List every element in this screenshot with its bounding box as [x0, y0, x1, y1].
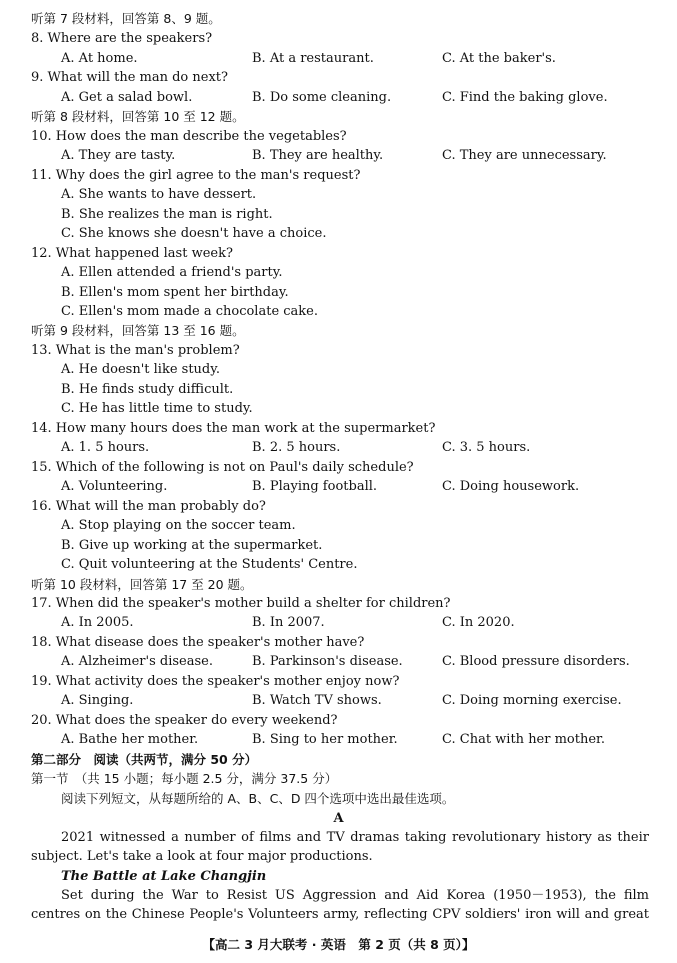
q19-option-a: A. Singing. — [61, 693, 134, 708]
question-9: 9. What will the man do next? — [31, 70, 228, 85]
question-12: 12. What happened last week? — [31, 246, 233, 261]
q10-option-c: C. They are unnecessary. — [442, 148, 607, 163]
q11-option-c: C. She knows she doesn't have a choice. — [61, 226, 327, 241]
q16-option-b: B. Give up working at the supermarket. — [61, 538, 323, 553]
q9-option-a: A. Get a salad bowl. — [61, 90, 193, 105]
reading-instruction: 阅读下列短文，从每题所给的 A、B、C、D 四个选项中选出最佳选项。 — [61, 791, 455, 806]
question-19: 19. What activity does the speaker's mother enjoy now? — [31, 674, 400, 689]
section-10-header: 听第 10 段材料，回答第 17 至 20 题。 — [31, 577, 253, 592]
question-10: 10. How does the man describe the vegetables? — [31, 129, 347, 144]
q12-option-b: B. Ellen's mom spent her birthday. — [61, 285, 289, 300]
question-13: 13. What is the man's problem? — [31, 343, 240, 358]
question-18: 18. What disease does the speaker's mother have? — [31, 635, 365, 650]
q10-option-a: A. They are tasty. — [61, 148, 176, 163]
q12-option-c: C. Ellen's mom made a chocolate cake. — [61, 304, 318, 319]
q19-option-c: C. Doing morning exercise. — [442, 693, 622, 708]
q9-option-c: C. Find the baking glove. — [442, 90, 608, 105]
q13-option-b: B. He finds study difficult. — [61, 382, 234, 397]
q16-option-c: C. Quit volunteering at the Students' Centre. — [61, 557, 358, 572]
question-17: 17. When did the speaker's mother build a shelter for children? — [31, 596, 451, 611]
q18-option-b: B. Parkinson's disease. — [252, 654, 403, 669]
passage-subtitle: The Battle at Lake Changjin — [61, 869, 267, 884]
q11-option-a: A. She wants to have dessert. — [61, 187, 257, 202]
q10-option-b: B. They are healthy. — [252, 148, 384, 163]
page-footer: 【高二 3 月大联考 · 英语 第 2 页（共 8 页）】 — [202, 937, 475, 952]
q15-option-a: A. Volunteering. — [61, 479, 168, 494]
question-16: 16. What will the man probably do? — [31, 499, 266, 514]
passage-p2-line1: Set during the War to Resist US Aggression and Aid Korea (1950－1953), the film — [61, 888, 649, 903]
section-1-title: 第一节 （共 15 小题；每小题 2.5 分，满分 37.5 分） — [31, 771, 338, 786]
passage-p2-line2: centres on the Chinese People's Volunteers army, reflecting CPV soldiers' iron will and great — [31, 907, 649, 922]
q14-option-b: B. 2. 5 hours. — [252, 440, 341, 455]
q17-option-a: A. In 2005. — [61, 615, 134, 630]
question-8: 8. Where are the speakers? — [31, 31, 213, 46]
question-15: 15. Which of the following is not on Paul's daily schedule? — [31, 460, 414, 475]
q19-option-b: B. Watch TV shows. — [252, 693, 382, 708]
q20-option-a: A. Bathe her mother. — [61, 732, 199, 747]
q8-option-c: C. At the baker's. — [442, 51, 556, 66]
q20-option-c: C. Chat with her mother. — [442, 732, 605, 747]
q14-option-c: C. 3. 5 hours. — [442, 440, 531, 455]
q8-option-a: A. At home. — [61, 51, 138, 66]
q8-option-b: B. At a restaurant. — [252, 51, 374, 66]
q17-option-c: C. In 2020. — [442, 615, 515, 630]
q18-option-c: C. Blood pressure disorders. — [442, 654, 630, 669]
question-11: 11. Why does the girl agree to the man's request? — [31, 168, 361, 183]
q18-option-a: A. Alzheimer's disease. — [61, 654, 213, 669]
part-2-title: 第二部分 阅读（共两节，满分 50 分） — [31, 752, 258, 767]
section-9-header: 听第 9 段材料，回答第 13 至 16 题。 — [31, 323, 245, 338]
q9-option-b: B. Do some cleaning. — [252, 90, 392, 105]
q13-option-a: A. He doesn't like study. — [61, 362, 220, 377]
q13-option-c: C. He has little time to study. — [61, 401, 253, 416]
passage-label: A — [333, 811, 344, 826]
section-7-header: 听第 7 段材料，回答第 8、9 题。 — [31, 11, 221, 26]
q16-option-a: A. Stop playing on the soccer team. — [61, 518, 296, 533]
q17-option-b: B. In 2007. — [252, 615, 325, 630]
q14-option-a: A. 1. 5 hours. — [61, 440, 150, 455]
q15-option-b: B. Playing football. — [252, 479, 378, 494]
passage-p1-line1: 2021 witnessed a number of films and TV dramas taking revolutionary history as their — [61, 830, 649, 845]
passage-p1-line2: subject. Let's take a look at four major productions. — [31, 849, 373, 864]
q11-option-b: B. She realizes the man is right. — [61, 207, 273, 222]
question-14: 14. How many hours does the man work at the supermarket? — [31, 421, 436, 436]
q20-option-b: B. Sing to her mother. — [252, 732, 398, 747]
section-8-header: 听第 8 段材料，回答第 10 至 12 题。 — [31, 109, 245, 124]
q15-option-c: C. Doing housework. — [442, 479, 580, 494]
q12-option-a: A. Ellen attended a friend's party. — [61, 265, 283, 280]
question-20: 20. What does the speaker do every weekend? — [31, 713, 338, 728]
